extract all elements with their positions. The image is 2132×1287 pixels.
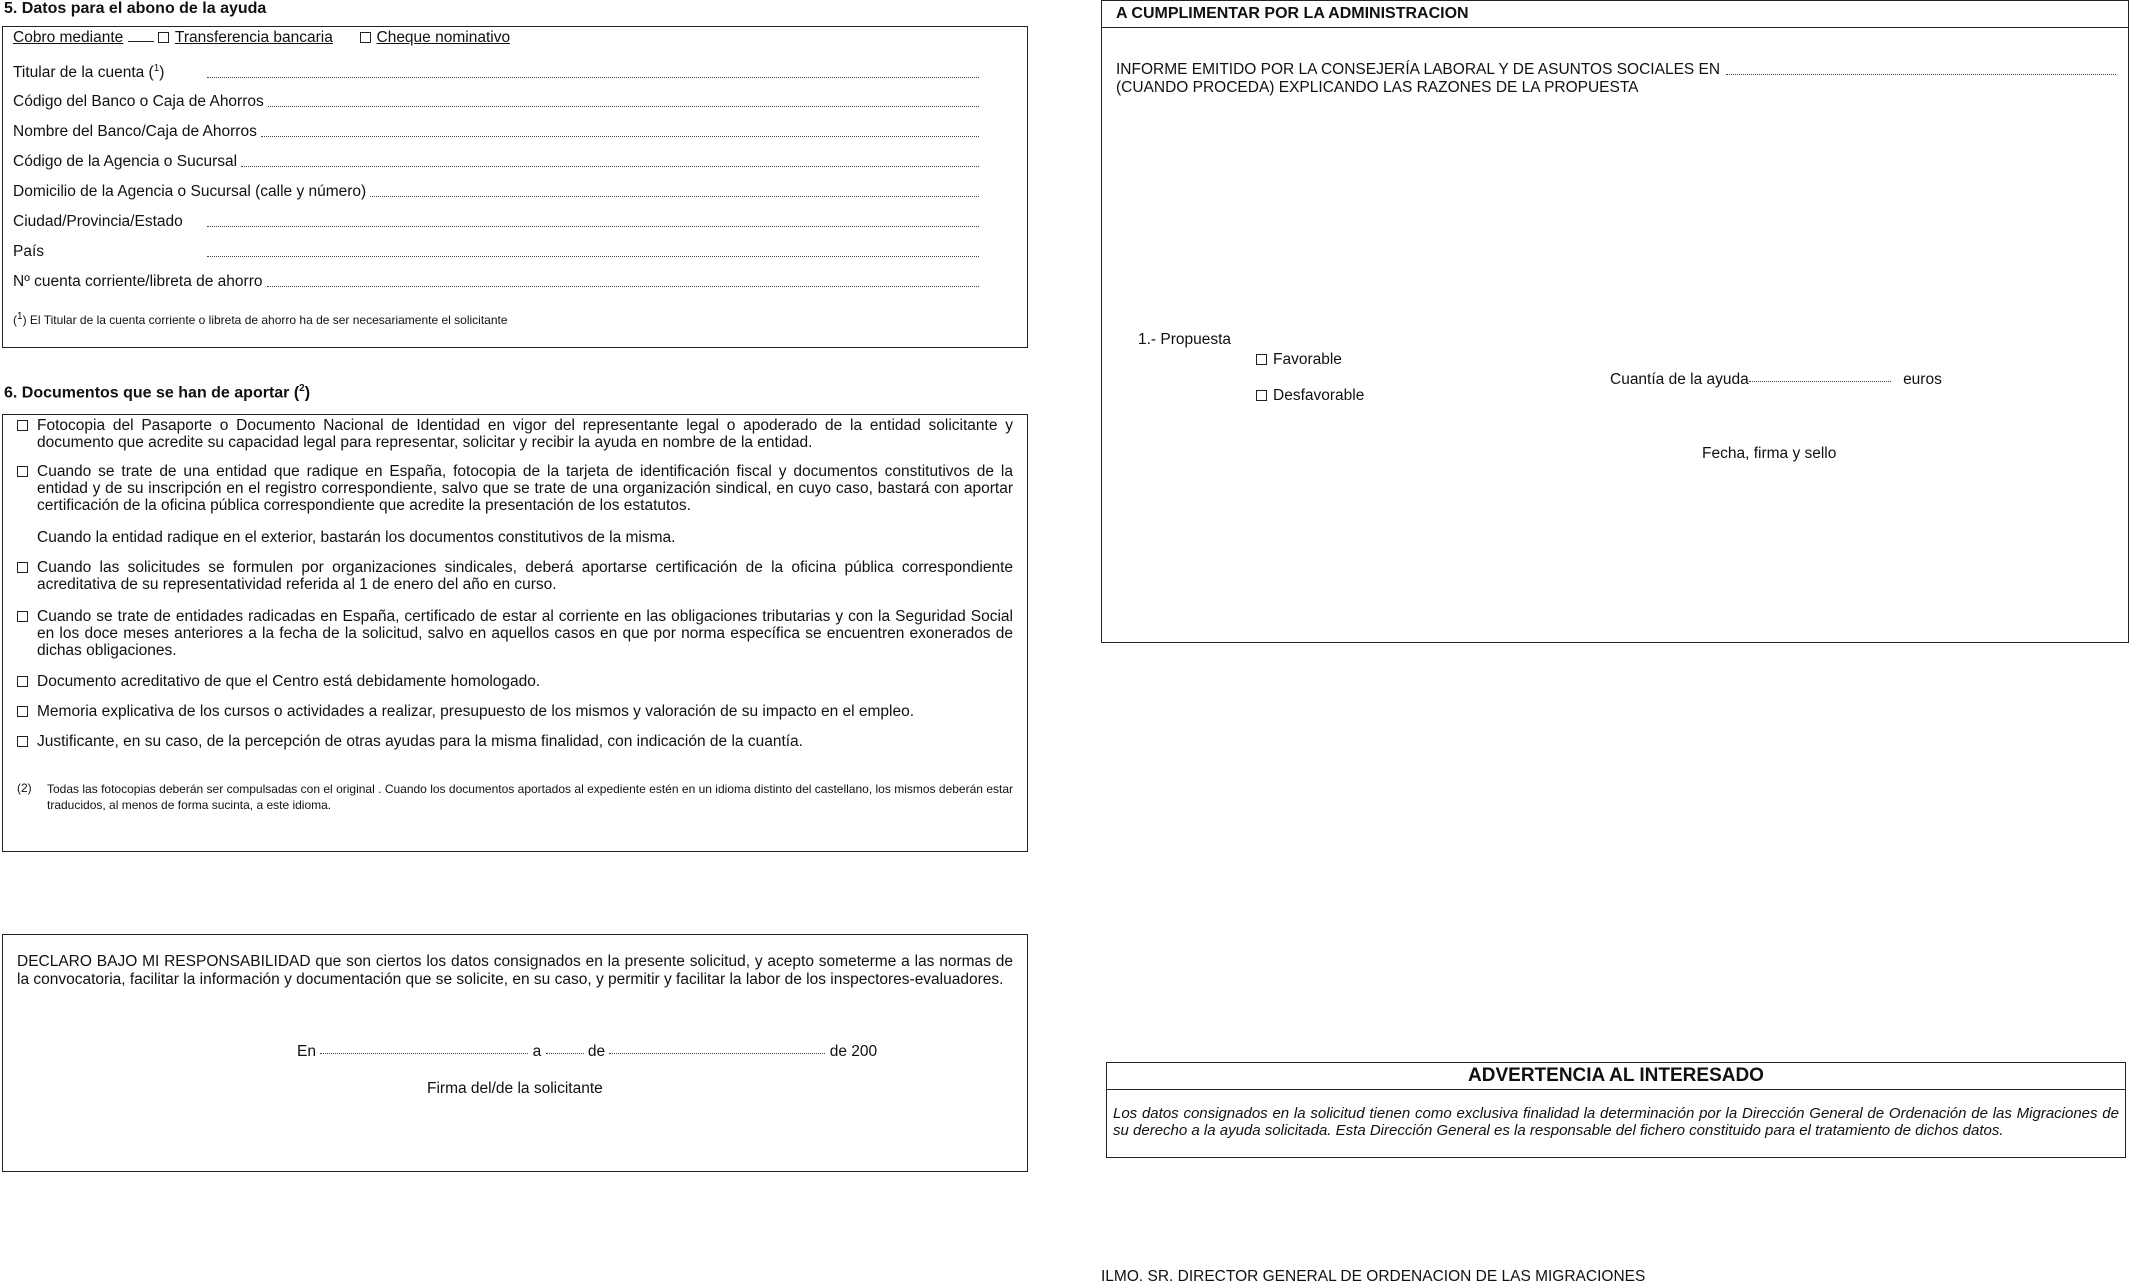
bank-name-field[interactable] [13, 123, 979, 141]
bank-code-field[interactable] [13, 93, 979, 111]
declaration-box [2, 934, 1028, 1172]
document-item [17, 463, 1013, 514]
document-item-text: Memoria explicativa de los cursos o actividades a realizar, presupuesto de los mismos y valoración de su impacto en el empleo. [37, 703, 915, 720]
account-number-field[interactable] [13, 273, 979, 291]
field-label: Titular de la cuenta ($^1$) [13, 63, 165, 82]
report-subtitle: (CUANDO PROCEDA) EXPLICANDO LAS RAZONES DE LA PROPUESTA [1116, 79, 1639, 96]
document-item [17, 703, 1013, 721]
document-item [17, 417, 1013, 451]
section5-title: 5. Datos para el abono de la ayuda [4, 0, 267, 17]
document-item-text: Justificante, en su caso, de la percepción de otras ayudas para la misma finalidad, con indicación de la cuantía. [37, 733, 803, 750]
favorable-checkbox[interactable] [1256, 354, 1267, 365]
transfer-option-label: Transferencia bancaria [174, 29, 333, 46]
document-item [17, 559, 1013, 593]
warning-title: ADVERTENCIA AL INTERESADO [1468, 1065, 1764, 1086]
field-label: Ciudad/Provincia/Estado [13, 213, 183, 230]
warning-text: Los datos consignados en la solicitud tienen como exclusiva finalidad la determinación por la Dirección General de Ordenación de las Migraciones de su derecho a la ayuda solicitada. Esta Dirección General es la responsable del fichero constituido para el tratamiento de dichos datos. [1113, 1105, 2119, 1139]
field-label: Domicilio de la Agencia o Sucursal (calle y número) [13, 183, 367, 200]
declaration-text: DECLARO BAJO MI RESPONSABILIDAD que son ciertos los datos consignados en la presente solicitud, y acepto someterme a las normas de la convocatoria, facilitar la información y documentación que se solicite, en su caso, y permitir y facilitar la labor de los inspectores-evaluadores. [17, 953, 1013, 988]
unfavorable-option[interactable]: Desfavorable [1256, 387, 1364, 405]
payment-method-label: Cobro mediante [13, 29, 124, 46]
admin-box [1101, 0, 2129, 643]
payment-method-row [13, 29, 510, 47]
field-label: Código de la Agencia o Sucursal [13, 153, 238, 170]
document-item-text: Documento acreditativo de que el Centro está debidamente homologado. [37, 673, 541, 690]
section6-footnote: (2) Todas las fotocopias deberán ser compulsadas con el original . Cuando los documentos aportados al expediente estén en un idioma distinto del castellano, los mismos deberán estar traducidos, al menos de forma sucinta, a este idioma. [17, 781, 1013, 812]
document-item-text: Fotocopia del Pasaporte o Documento Nacional de Identidad en vigor del representante legal o apoderado de la entidad solicitante y documento que acredite su capacidad legal para representar, solicitar y recibir la ayuda en nombre de la entidad. [37, 417, 1013, 451]
signature-label: Firma del/de la solicitante [427, 1080, 603, 1097]
account-holder-field[interactable] [13, 63, 979, 82]
abroad-note: Cuando la entidad radique en el exterior, bastarán los documentos constitutivos de la misma. [37, 529, 676, 546]
cheque-option-label: Cheque nominativo [376, 29, 511, 46]
admin-title: A CUMPLIMENTAR POR LA ADMINISTRACION [1116, 5, 1469, 22]
favorable-option[interactable]: Favorable [1256, 351, 1342, 369]
document-item-text: Cuando se trate de entidades radicadas en España, certificado de estar al corriente en las obligaciones tributarias y con la Seguridad Social en los doce meses anteriores a la fecha de la solicitud, salvo en aquellos casos en que por norma específica se encuentren exonerados de dichas obligaciones. [37, 608, 1013, 659]
document-item-text: Cuando las solicitudes se formulen por organizaciones sindicales, deberá aportarse certificación de la oficina pública correspondiente acreditativa de su representatividad referida al 1 de enero del año en curso. [37, 559, 1013, 593]
section5-footnote: ($^1$) El Titular de la cuenta corriente o libreta de ahorro ha de ser necesariamente el solicitante [13, 311, 508, 327]
date-sign-label: Fecha, firma y sello [1702, 445, 1837, 462]
document-item [17, 608, 1013, 659]
addressee: ILMO. SR. DIRECTOR GENERAL DE ORDENACION DE LAS MIGRACIONES [1101, 1268, 1646, 1285]
document-checkbox[interactable] [17, 706, 28, 717]
field-label: Código del Banco o Caja de Ahorros [13, 93, 264, 110]
document-item [17, 733, 1013, 751]
city-field[interactable] [13, 213, 979, 231]
field-label: Nº cuenta corriente/libreta de ahorro [13, 273, 263, 290]
field-label: País [13, 243, 45, 260]
document-checkbox[interactable] [17, 562, 28, 573]
place-date-line[interactable]: En a de de 200 [297, 1043, 878, 1060]
branch-address-field[interactable] [13, 183, 979, 201]
field-label: Nombre del Banco/Caja de Ahorros [13, 123, 257, 140]
country-field[interactable] [13, 243, 979, 261]
warning-box [1106, 1062, 2126, 1158]
document-checkbox[interactable] [17, 466, 28, 477]
document-checkbox[interactable] [17, 736, 28, 747]
document-checkbox[interactable] [17, 611, 28, 622]
documents-box [2, 414, 1028, 852]
section6-title: 6. Documentos que se han de aportar ($^2$) [4, 383, 311, 402]
document-checkbox[interactable] [17, 676, 28, 687]
proposal-label: 1.- Propuesta [1138, 331, 1232, 348]
cheque-checkbox[interactable] [360, 32, 371, 43]
branch-code-field[interactable] [13, 153, 979, 171]
document-item [17, 673, 1013, 691]
bank-details-box [2, 26, 1028, 348]
document-item-text: Cuando se trate de una entidad que radique en España, fotocopia de la tarjeta de identificación fiscal y documentos constitutivos de la entidad y de su inscripción en el registro correspondiente, salvo que se trate de una organización sindical, en cuyo caso, bastará con aportar certificación de la oficina pública correspondiente que acredite la presentación de los estatutos. [37, 463, 1013, 514]
transfer-checkbox[interactable] [158, 32, 169, 43]
amount-field[interactable]: Cuantía de la ayuda euros [1610, 371, 1942, 388]
document-checkbox[interactable] [17, 420, 28, 431]
unfavorable-checkbox[interactable] [1256, 390, 1267, 401]
report-field[interactable]: INFORME EMITIDO POR LA CONSEJERÍA LABORAL Y DE ASUNTOS SOCIALES EN [1116, 61, 2116, 79]
